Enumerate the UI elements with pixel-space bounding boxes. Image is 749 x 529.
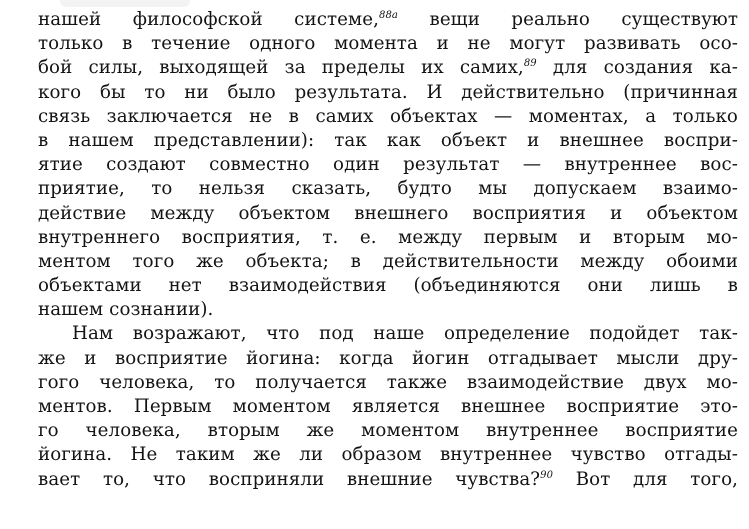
text-line: действие между объектом внешнего восприятия и объектом [38,202,738,224]
text-line: ментов. Первым моментом является внешнее восприятие это- [38,396,738,417]
text-line: Нам возражают, что под наше определение подойдет так- [72,323,738,345]
text-line: гого человека, то получается также взаимодействие двух мо- [38,371,738,393]
text-line: бой силы, выходящей за пределы их самих,$^{89}$ для создания ка- [38,57,738,79]
text-line: же и восприятие йогина: когда йогин отгадывает мысли дру- [38,347,738,369]
top-edge-shadow [60,0,190,7]
paragraph-2 [38,322,738,491]
text-line: йогина. Не таким же ли образом внутреннее чувство отгады- [38,444,738,466]
footnote-marker[interactable]: 90 [540,469,554,481]
text-line: го человека, вторым же моментом внутреннее восприятие [38,420,738,442]
text-line: внутреннего восприятия, т. е. между первым и вторым мо- [38,226,738,248]
text-line: в нашем представлении): так как объект и внешнее воспри- [38,129,738,151]
footnote-marker[interactable]: 89 [523,58,537,70]
text-line: объектами нет взаимодействия (объединяются они лишь в [38,275,738,297]
text-line: вает то, что восприняли внешние чувства?$^{90}$ Вот для того, [38,468,738,490]
text-line: нашем сознании). [38,299,214,321]
text-line: ятие создают совместно один результат — внутреннее вос- [38,154,738,176]
text-line: кого бы то ни было результата. И действительно (причинная [38,81,738,103]
footnote-marker[interactable]: 88a [379,10,398,21]
paragraph-1 [38,8,738,322]
text-line: только в течение одного момента и не могут развивать осо- [38,33,738,55]
text-line: связь заключается не в самих объектах — моментах, а только [38,105,738,127]
text-line: нашей философской системе,$^{88a}$ вещи реально существуют [38,9,738,30]
text-line: приятие, то нельзя сказать, будто мы допускаем взаимо- [38,178,738,200]
text-page [38,8,738,492]
text-line: ментом того же объекта; в действительности между обоими [38,250,738,272]
